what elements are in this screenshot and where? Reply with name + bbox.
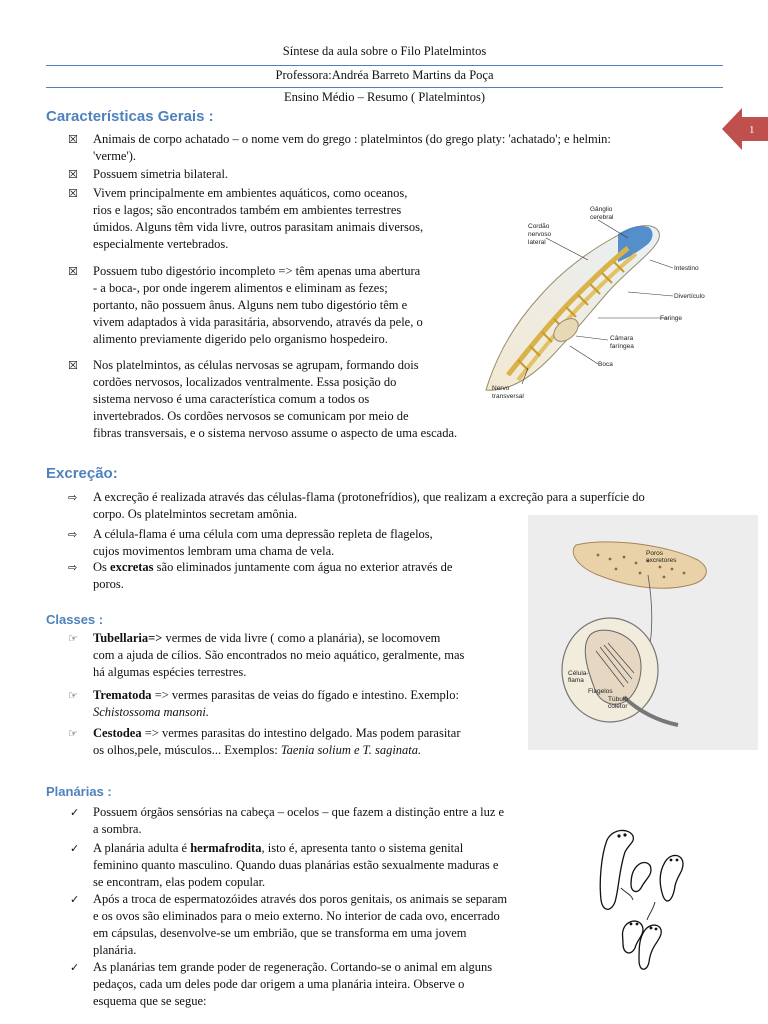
header-rule: [46, 65, 723, 66]
figure-label: Túbulo: [608, 696, 628, 703]
list-item: Tubellaria=> vermes de vida livre ( como a planária), se locomovem com a ajuda de cílios. São encontrados no meio aquático, geralmente, mas há algumas espécies terrestres.: [93, 631, 465, 679]
list-item: A célula-flama é uma célula com uma depressão repleta de flagelos, cujos movimentos lembram uma chama de vela.: [93, 527, 433, 558]
section-heading-excrecao: Excreção:: [46, 465, 118, 482]
section-heading-classes: Classes :: [46, 612, 104, 627]
figure-label: Nervo: [492, 385, 510, 392]
figure-label: Gânglio: [590, 206, 613, 213]
list-item: Animais de corpo achatado – o nome vem do grego : platelmintos (do grego platy: 'achatado'; e helmin: 'verme').: [93, 132, 611, 163]
list-item: Possuem simetria bilateral.: [93, 167, 229, 181]
section-heading-caracteristicas: Características Gerais :: [46, 108, 214, 125]
figure-label: Divertículo: [674, 293, 705, 300]
hand-pointer-icon: ☞: [68, 632, 78, 645]
flame-cell-figure: [528, 515, 758, 750]
figure-label: Boca: [598, 361, 613, 368]
checkmark-icon: ✓: [70, 806, 80, 819]
checkbox-x-icon: ☒: [68, 359, 78, 372]
checkbox-x-icon: ☒: [68, 265, 78, 278]
checkmark-icon: ✓: [70, 893, 80, 906]
checkbox-x-icon: ☒: [68, 168, 78, 181]
checkbox-x-icon: ☒: [68, 133, 78, 146]
teacher-name: Professora:Andréa Barreto Martins da Poça: [275, 68, 494, 82]
arrow-right-icon: ⇨: [68, 491, 78, 504]
figure-label: Cordão: [528, 223, 550, 230]
list-item: Possuem órgãos sensórias na cabeça – ocelos – que fazem a distinção entre a luz e a sombra.: [93, 805, 505, 836]
list-item: Possuem tubo digestório incompleto => têm apenas uma abertura - a boca-, por onde ingerem alimentos e eliminam as fezes; portanto, não possuem ânus. Alguns nem tubo digestório têm e vivem adaptados à vida parasitária, absorvendo, através da pele, o alimento previamente digerido pelo organismo hospedeiro.: [93, 264, 423, 346]
figure-label: Intestino: [674, 265, 699, 272]
figure-label: flama: [568, 677, 584, 684]
figure-label: Câmara: [610, 335, 634, 342]
arrow-right-icon: ⇨: [68, 561, 78, 574]
figure-label: nervoso: [528, 231, 552, 238]
flatworm-nervous-system-figure: [478, 200, 718, 410]
figure-label: coletor: [608, 703, 628, 710]
list-item: Os excretas são eliminados juntamente com água no exterior através de poros.: [93, 560, 453, 591]
figure-label: Faringe: [660, 315, 683, 322]
figure-label: Flagelos: [588, 688, 613, 695]
hand-pointer-icon: ☞: [68, 727, 78, 740]
list-item: Trematoda => vermes parasitas de veias do fígado e intestino. Exemplo: Schistossoma mansoni.: [93, 688, 459, 719]
figure-label: lateral: [528, 239, 546, 246]
section-heading-planarias: Planárias :: [46, 784, 112, 799]
list-item: As planárias tem grande poder de regeneração. Cortando-se o animal em alguns pedaços, cada um deles pode dar origem a uma planária inteira. Observe o esquema que se segue:: [93, 960, 493, 1008]
document-title: Síntese da aula sobre o Filo Platelmintos: [282, 44, 487, 58]
figure-label: transversal: [492, 393, 524, 400]
page-number: 1: [749, 124, 755, 136]
checkmark-icon: ✓: [70, 961, 80, 974]
list-item: Cestodea => vermes parasitas do intestino delgado. Mas podem parasitar os olhos,pele, músculos... Exemplos: Taenia solium e T. saginata.: [93, 726, 461, 757]
figure-label: Célula-: [568, 670, 589, 677]
arrow-right-icon: ⇨: [68, 528, 78, 541]
checkbox-x-icon: ☒: [68, 187, 78, 200]
list-item: Nos platelmintos, as células nervosas se agrupam, formando dois cordões nervosos, localizados ventralmente. Essa posição do sistema nervoso é uma característica comum a todos os invertebrados. Os cordões nervosos se comunicam por meio de fibras transversais, e o sistema nervoso assume o aspecto de uma escada.: [93, 358, 458, 440]
hand-pointer-icon: ☞: [68, 689, 78, 702]
figure-label: Poros: [646, 550, 663, 557]
list-item: A excreção é realizada através das células-flama (protonefrídios), que realizam a excreção para a superfície do corpo. Os platelmintos secretam amônia.: [93, 490, 645, 521]
list-item: Vivem principalmente em ambientes aquáticos, como oceanos, rios e lagos; são encontrados também em ambientes terrestres úmidos. Alguns têm vida livre, outros parasitam animais diversos, especialmente vertebrados.: [93, 186, 424, 251]
header-rule: [46, 87, 723, 88]
figure-label: faríngea: [610, 343, 634, 350]
checkmark-icon: ✓: [70, 842, 80, 855]
list-item: Após a troca de espermatozóides através dos poros genitais, os animais se separam e os ovos são eliminados para o meio externo. No interior de cada ovo, encerrado em cápsulas, desenvolve-se um embrião, que se transforma em uma jovem planária.: [93, 892, 508, 957]
figure-label: excretores: [646, 557, 677, 564]
course-level: Ensino Médio – Resumo ( Platelmintos): [283, 90, 486, 104]
list-item: A planária adulta é hermafrodita, isto é, apresenta tanto o sistema genital feminino quanto masculino. Quando duas planárias estão sexualmente maduras e se encontram, elas podem copular.: [93, 841, 499, 889]
planaria-regeneration-figure: [585, 822, 705, 980]
figure-label: cerebral: [590, 214, 614, 221]
